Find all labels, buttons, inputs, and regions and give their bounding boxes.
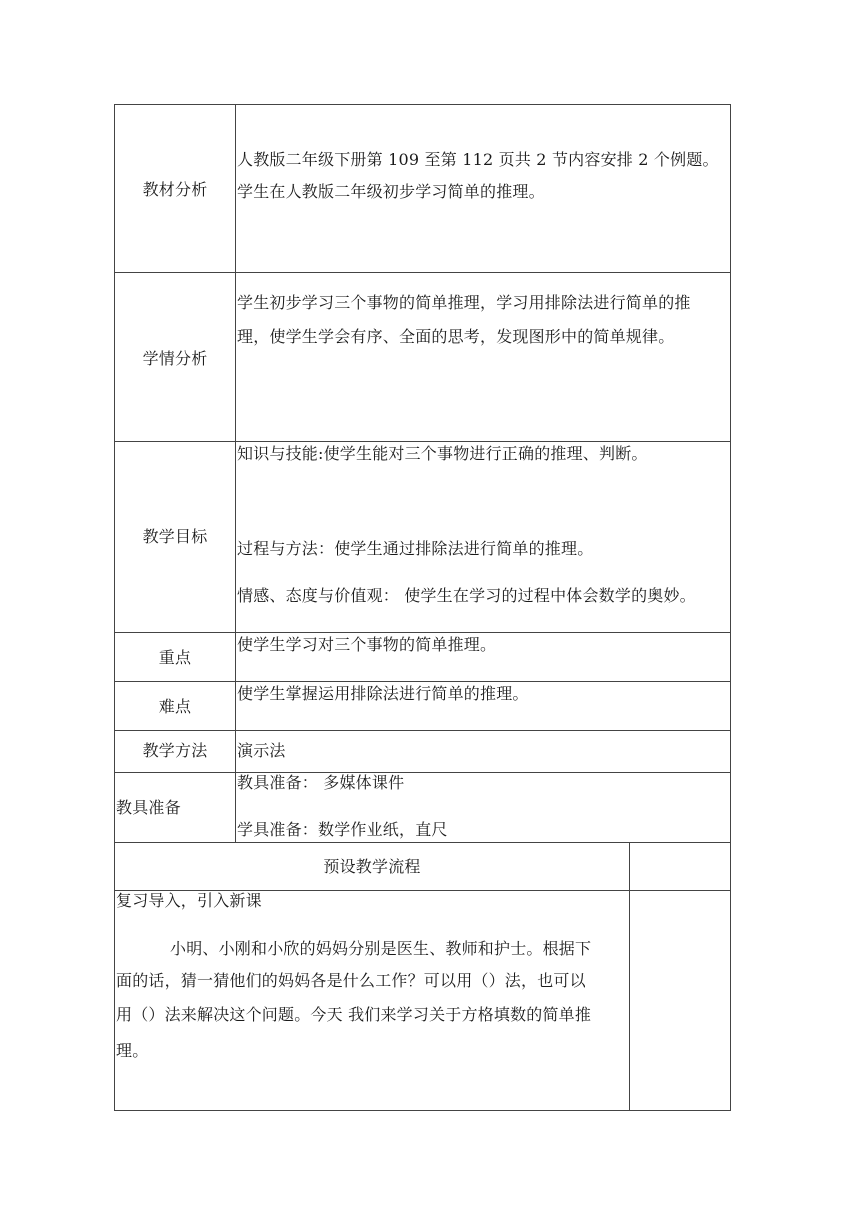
student-analysis-label: 学情分析 <box>142 349 208 368</box>
row-divider <box>114 730 731 731</box>
process-paragraph-line-2: 面的话，猜一猜他们的妈妈各是什么工作？可以用（）法，也可以 <box>116 971 586 990</box>
key-point-text: 使学生学习对三个事物的简单推理。 <box>237 635 497 654</box>
process-section-title: 复习导入，引入新课 <box>116 891 262 910</box>
goal-process-methods: 过程与方法：使学生通过排除法进行简单的推理。 <box>237 539 594 558</box>
tools-label: 教具准备 <box>116 798 181 817</box>
row-divider <box>114 632 731 633</box>
goal-knowledge-skills: 知识与技能:使学生能对三个事物进行正确的推理、判断。 <box>237 444 648 463</box>
row-divider <box>114 441 731 442</box>
goal-emotion-values: 情感、态度与价值观： 使学生在学习的过程中体会数学的奥妙。 <box>237 586 696 605</box>
table-border-right <box>730 104 731 1111</box>
process-paragraph-line-3: 用（）法来解决这个问题。今天 我们来学习关于方格填数的简单推 <box>116 1005 592 1024</box>
teaching-goals-label: 教学目标 <box>142 527 208 546</box>
student-analysis-line-2: 理，使学生学会有序、全面的思考，发现图形中的简单规律。 <box>237 327 675 346</box>
process-paragraph-line-4: 理。 <box>116 1041 149 1060</box>
key-point-label: 重点 <box>158 648 192 667</box>
difficulty-label: 难点 <box>158 697 192 716</box>
material-analysis-line-1: 人教版二年级下册第 109 至第 112 页共 2 节内容安排 2 个例题。 <box>237 150 719 169</box>
table-border-bottom <box>114 1110 731 1111</box>
teaching-method-text: 演示法 <box>237 741 286 760</box>
process-paragraph-line-1: 小明、小刚和小欣的妈妈分别是医生、教师和护士。根据下 <box>170 939 592 958</box>
row-divider <box>114 272 731 273</box>
teacher-tools-text: 教具准备： 多媒体课件 <box>237 773 405 792</box>
notes-column-divider <box>629 842 630 1111</box>
material-analysis-label: 教材分析 <box>142 180 208 199</box>
row-divider <box>114 772 731 773</box>
student-tools-text: 学具准备：数学作业纸，直尺 <box>237 820 448 839</box>
row-divider <box>114 681 731 682</box>
table-border-left <box>114 104 115 1111</box>
row-divider <box>114 842 731 843</box>
label-column-divider <box>235 104 236 843</box>
material-analysis-line-2: 学生在人教版二年级初步学习简单的推理。 <box>237 182 545 201</box>
difficulty-text: 使学生掌握运用排除法进行简单的推理。 <box>237 684 529 703</box>
teaching-method-label: 教学方法 <box>142 741 208 760</box>
student-analysis-line-1: 学生初步学习三个事物的简单推理，学习用排除法进行简单的推 <box>237 293 691 312</box>
process-header: 预设教学流程 <box>323 857 421 876</box>
table-border-top <box>114 104 731 105</box>
